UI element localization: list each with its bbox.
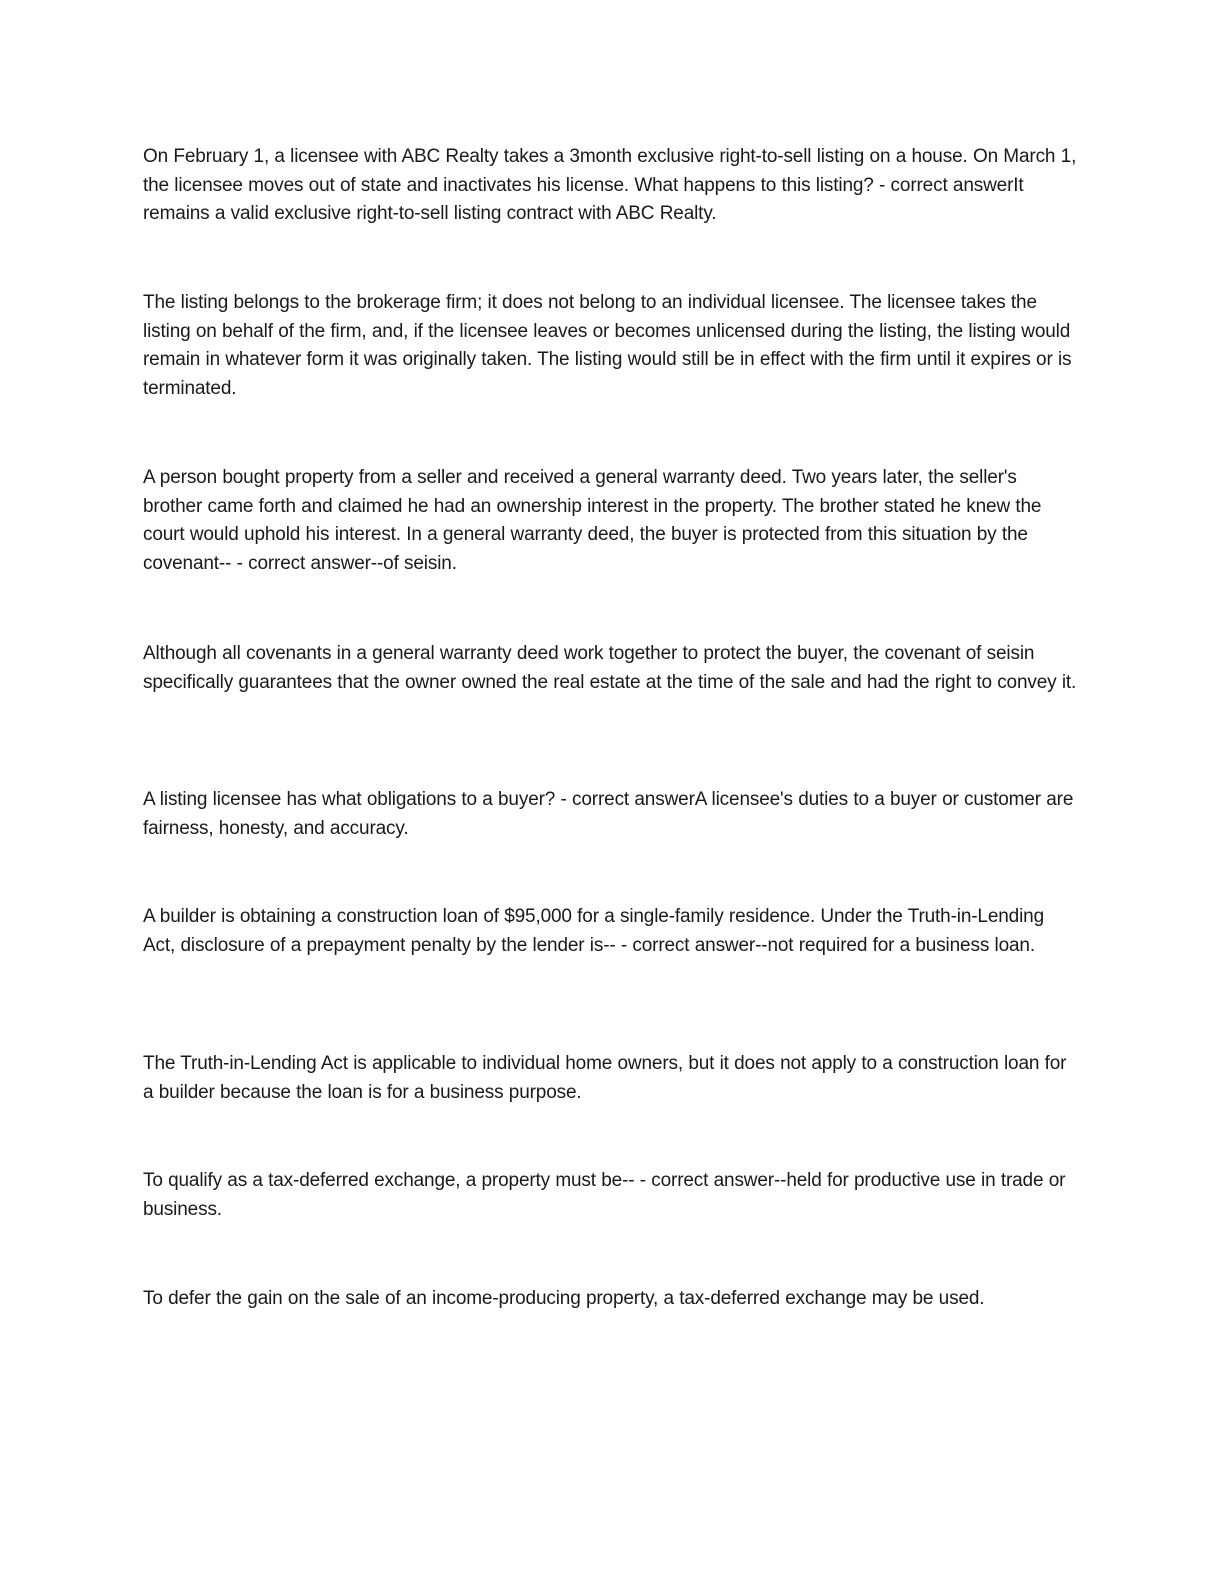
paragraph-warranty-deed-question: A person bought property from a seller and received a general warranty deed. Two years later, the seller's brother came forth and claimed he had an ownership interest in the property. The brother stated he knew the court would uphold his interest. In a general warranty deed, the buyer is protected from this situation by the covenant-- - correct answer--of seisin. — [143, 467, 1042, 575]
paragraph-licensee-obligations-question: A listing licensee has what obligations to a buyer? - correct answerA licensee's duties to a buyer or customer are fairness, honesty, and accuracy. — [143, 789, 1074, 839]
paragraph-warranty-deed-explanation: Although all covenants in a general warranty deed work together to protect the buyer, the covenant of seisin specifically guarantees that the owner owned the real estate at the time of the sale and had the right to convey it. — [143, 643, 1077, 693]
paragraph-tax-deferred-explanation: To defer the gain on the sale of an income-producing property, a tax-deferred exchange may be used. — [143, 1288, 985, 1309]
paragraph-construction-loan-question: A builder is obtaining a construction loan of $95,000 for a single-family residence. Under the Truth-in-Lending Act, disclosure of a prepayment penalty by the lender is-- - correct answer--not required for a business loan. — [143, 906, 1045, 956]
paragraph-listing-explanation: The listing belongs to the brokerage firm; it does not belong to an individual licensee. The licensee takes the listing on behalf of the firm, and, if the licensee leaves or becomes unlicensed during the listing, the listing would remain in whatever form it was originally taken. The listing would still be in effect with the firm until it expires or is terminated. — [143, 292, 1072, 400]
paragraph-tax-deferred-question: To qualify as a tax-deferred exchange, a property must be-- - correct answer--held for productive use in trade or business. — [143, 1170, 1066, 1220]
paragraph-truth-in-lending-explanation: The Truth-in-Lending Act is applicable to individual home owners, but it does not apply to a construction loan for a builder because the loan is for a business purpose. — [143, 1053, 1067, 1103]
paragraph-listing-question: On February 1, a licensee with ABC Realty takes a 3month exclusive right-to-sell listing on a house. On March 1, the licensee moves out of state and inactivates his license. What happens to this listing? - correct answerIt remains a valid exclusive right-to-sell listing contract with ABC Realty. — [143, 146, 1077, 225]
